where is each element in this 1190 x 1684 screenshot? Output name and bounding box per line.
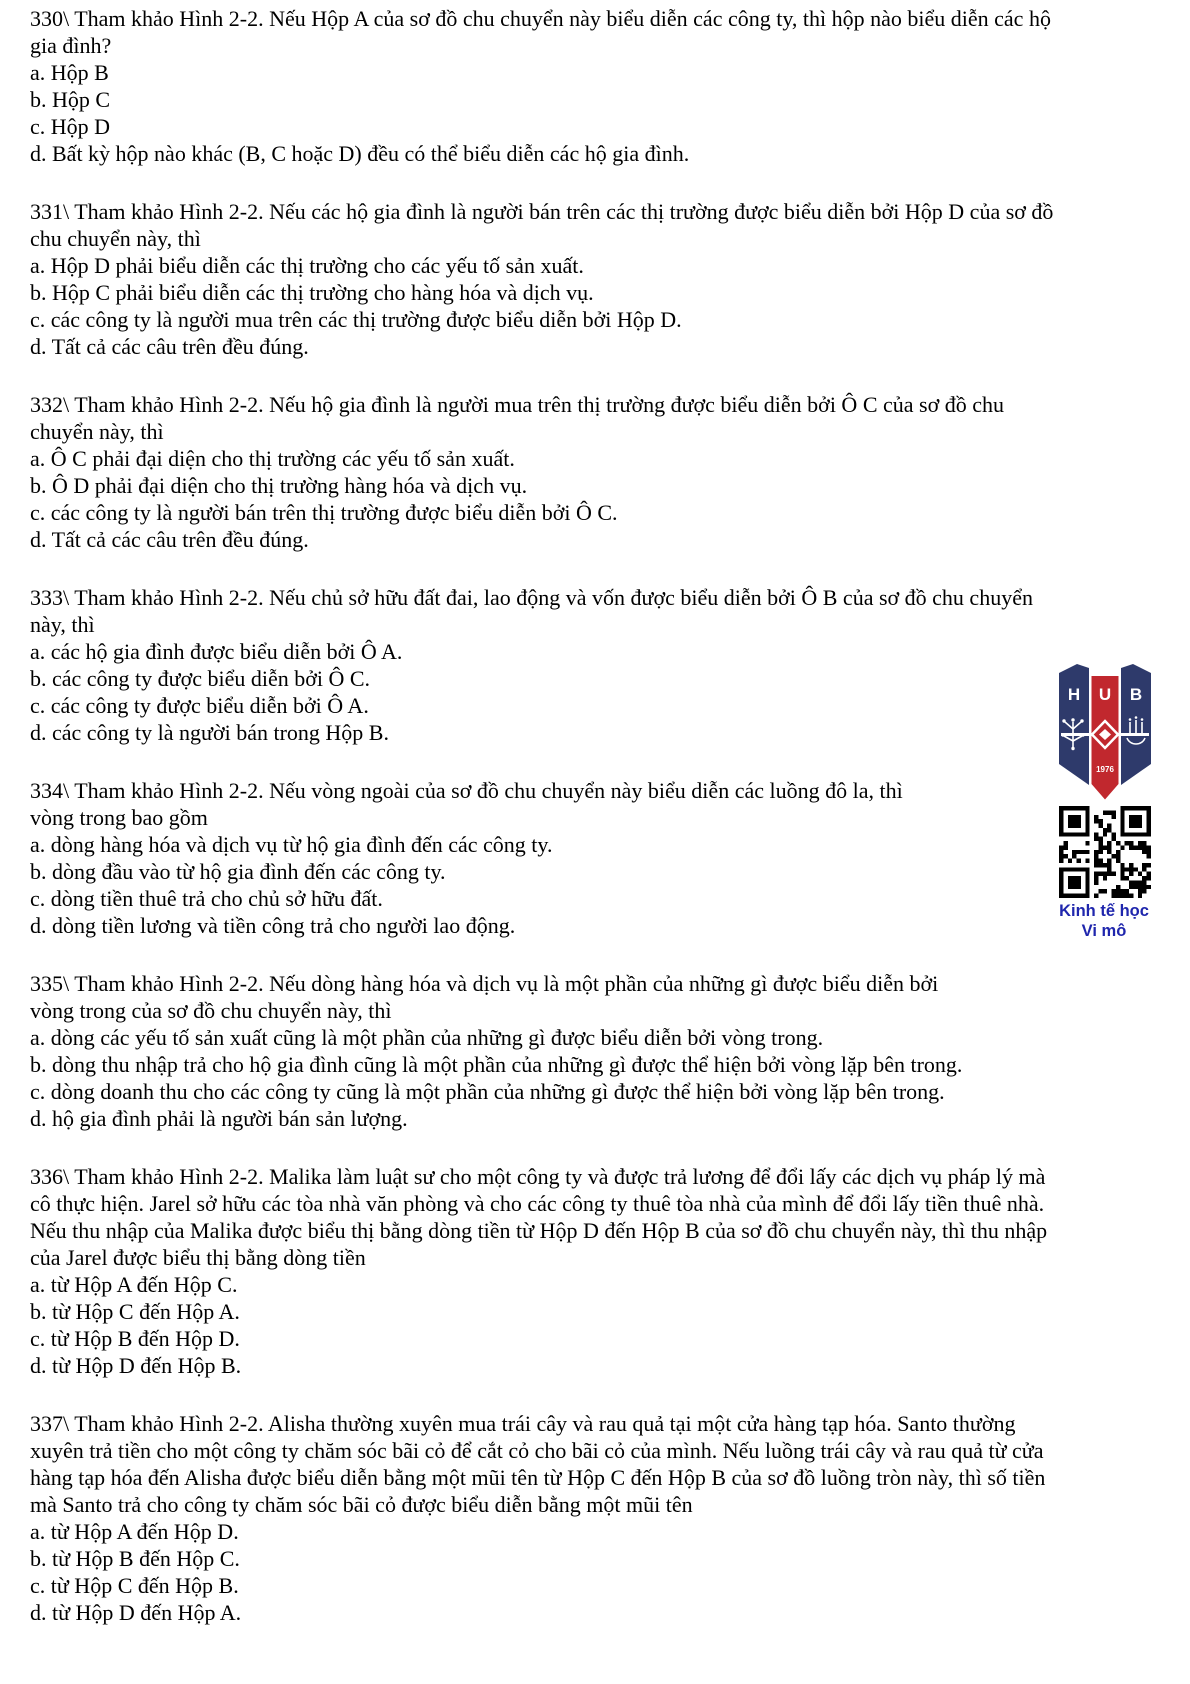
question-option: a. Hộp D phải biểu diễn các thị trường cho các yếu tố sản xuất. bbox=[30, 253, 584, 278]
shield-logo-icon bbox=[1058, 663, 1152, 800]
question-statement-line: cô thực hiện. Jarel sở hữu các tòa nhà văn phòng và cho các công ty thuê tòa nhà của mình để đổi lấy tiền thuê nhà. bbox=[30, 1191, 1045, 1216]
logo-letter-h: H bbox=[1067, 685, 1081, 704]
question-statement-line: 330\ Tham khảo Hình 2-2. Nếu Hộp A của sơ đồ chu chuyển này biểu diễn các công ty, thì hộp nào biểu diễn các hộ bbox=[30, 6, 1051, 31]
question-option: a. dòng hàng hóa và dịch vụ từ hộ gia đình đến các công ty. bbox=[30, 832, 553, 857]
question-option: d. dòng tiền lương và tiền công trả cho người lao động. bbox=[30, 913, 516, 938]
question-statement-line: 335\ Tham khảo Hình 2-2. Nếu dòng hàng hóa và dịch vụ là một phần của những gì được biểu diễn bởi bbox=[30, 971, 939, 996]
question-option: b. Ô D phải đại diện cho thị trường hàng hóa và dịch vụ. bbox=[30, 473, 528, 498]
question-option: c. Hộp D bbox=[30, 114, 111, 139]
question-statement-line: chuyển này, thì bbox=[30, 419, 164, 444]
question-option: b. dòng đầu vào từ hộ gia đình đến các công ty. bbox=[30, 859, 446, 884]
question-statement-line: hàng tạp hóa đến Alisha được biểu diễn bằng một mũi tên từ Hộp C đến Hộp B của sơ đồ luồng tròn này, thì số tiền bbox=[30, 1465, 1046, 1490]
question-334 bbox=[30, 777, 1180, 939]
question-statement-line: vòng trong bao gồm bbox=[30, 805, 208, 830]
questions-list bbox=[30, 5, 1180, 1657]
question-statement-line: 336\ Tham khảo Hình 2-2. Malika làm luật sư cho một công ty và được trả lương để đổi lấy các dịch vụ pháp lý mà bbox=[30, 1164, 1046, 1189]
qr-caption-line1: Kinh tế học bbox=[1059, 902, 1149, 920]
question-option: b. từ Hộp B đến Hộp C. bbox=[30, 1546, 240, 1571]
question-statement-line: Nếu thu nhập của Malika được biểu thị bằng dòng tiền từ Hộp D đến Hộp B của sơ đồ chu chuyển này, thì thu nhập bbox=[30, 1218, 1048, 1243]
question-statement-line: này, thì bbox=[30, 612, 95, 637]
question-statement-line: của Jarel được biểu thị bằng dòng tiền bbox=[30, 1245, 366, 1270]
question-333 bbox=[30, 584, 1180, 746]
question-337 bbox=[30, 1410, 1180, 1626]
question-statement-line: 333\ Tham khảo Hình 2-2. Nếu chủ sở hữu đất đai, lao động và vốn được biểu diễn bởi Ô B của sơ đồ chu chuyển bbox=[30, 585, 1033, 610]
question-option: a. Hộp B bbox=[30, 60, 109, 85]
question-statement-line: vòng trong của sơ đồ chu chuyển này, thì bbox=[30, 998, 392, 1023]
question-option: c. các công ty là người mua trên các thị trường được biểu diễn bởi Hộp D. bbox=[30, 307, 682, 332]
question-option: c. từ Hộp B đến Hộp D. bbox=[30, 1326, 240, 1351]
question-statement-line: xuyên trả tiền cho một công ty chăm sóc bãi cỏ để cắt cỏ cho bãi cỏ của mình. Nếu luồng trái cây và rau quả từ cửa bbox=[30, 1438, 1044, 1463]
question-option: c. từ Hộp C đến Hộp B. bbox=[30, 1573, 239, 1598]
question-option: b. từ Hộp C đến Hộp A. bbox=[30, 1299, 240, 1324]
question-statement-line: 331\ Tham khảo Hình 2-2. Nếu các hộ gia đình là người bán trên các thị trường được biểu diễn bởi Hộp D của sơ đồ bbox=[30, 199, 1054, 224]
question-331 bbox=[30, 198, 1180, 360]
question-335 bbox=[30, 970, 1180, 1132]
question-option: a. từ Hộp A đến Hộp C. bbox=[30, 1272, 238, 1297]
question-option: d. Tất cả các câu trên đều đúng. bbox=[30, 527, 309, 552]
question-option: d. Bất kỳ hộp nào khác (B, C hoặc D) đều có thể biểu diễn các hộ gia đình. bbox=[30, 141, 690, 166]
hub-university-logo bbox=[1058, 663, 1152, 800]
question-option: a. dòng các yếu tố sản xuất cũng là một phần của những gì được biểu diễn bởi vòng trong. bbox=[30, 1025, 824, 1050]
question-option: b. Hộp C phải biểu diễn các thị trường cho hàng hóa và dịch vụ. bbox=[30, 280, 594, 305]
question-option: d. hộ gia đình phải là người bán sản lượng. bbox=[30, 1106, 408, 1131]
logo-year: 1976 bbox=[1096, 765, 1114, 774]
question-336 bbox=[30, 1163, 1180, 1379]
question-statement-line: 332\ Tham khảo Hình 2-2. Nếu hộ gia đình là người mua trên thị trường được biểu diễn bởi Ô C của sơ đồ chu bbox=[30, 392, 1004, 417]
question-statement-line: chu chuyển này, thì bbox=[30, 226, 201, 251]
question-option: b. các công ty được biểu diễn bởi Ô C. bbox=[30, 666, 371, 691]
question-option: c. các công ty là người bán trên thị trường được biểu diễn bởi Ô C. bbox=[30, 500, 618, 525]
question-option: c. các công ty được biểu diễn bởi Ô A. bbox=[30, 693, 369, 718]
question-option: a. các hộ gia đình được biểu diễn bởi Ô A. bbox=[30, 639, 403, 664]
question-option: d. từ Hộp D đến Hộp B. bbox=[30, 1353, 242, 1378]
question-statement-line: gia đình? bbox=[30, 33, 112, 58]
question-option: b. dòng thu nhập trả cho hộ gia đình cũng là một phần của những gì được thể hiện bởi vòng lặp bên trong. bbox=[30, 1052, 963, 1077]
question-statement-line: mà Santo trả cho công ty chăm sóc bãi cỏ được biểu diễn bằng một mũi tên bbox=[30, 1492, 693, 1517]
qr-caption-line2: Vi mô bbox=[1081, 922, 1127, 940]
question-option: a. từ Hộp A đến Hộp D. bbox=[30, 1519, 239, 1544]
qr-caption bbox=[1040, 901, 1168, 941]
qr-code bbox=[1059, 806, 1151, 898]
question-330 bbox=[30, 5, 1180, 167]
question-332 bbox=[30, 391, 1180, 553]
question-option: b. Hộp C bbox=[30, 87, 111, 112]
question-option: d. từ Hộp D đến Hộp A. bbox=[30, 1600, 242, 1625]
logo-letter-u: U bbox=[1098, 685, 1112, 704]
question-statement-line: 334\ Tham khảo Hình 2-2. Nếu vòng ngoài của sơ đồ chu chuyển này biểu diễn các luồng đô la, thì bbox=[30, 778, 903, 803]
logo-letter-b: B bbox=[1129, 685, 1143, 704]
question-option: a. Ô C phải đại diện cho thị trường các yếu tố sản xuất. bbox=[30, 446, 515, 471]
question-option: d. Tất cả các câu trên đều đúng. bbox=[30, 334, 309, 359]
question-statement-line: 337\ Tham khảo Hình 2-2. Alisha thường xuyên mua trái cây và rau quả tại một cửa hàng tạp hóa. Santo thường bbox=[30, 1411, 1016, 1436]
question-option: d. các công ty là người bán trong Hộp B. bbox=[30, 720, 389, 745]
question-option: c. dòng doanh thu cho các công ty cũng là một phần của những gì được thể hiện bởi vòng lặp bên trong. bbox=[30, 1079, 945, 1104]
question-option: c. dòng tiền thuê trả cho chủ sở hữu đất. bbox=[30, 886, 383, 911]
